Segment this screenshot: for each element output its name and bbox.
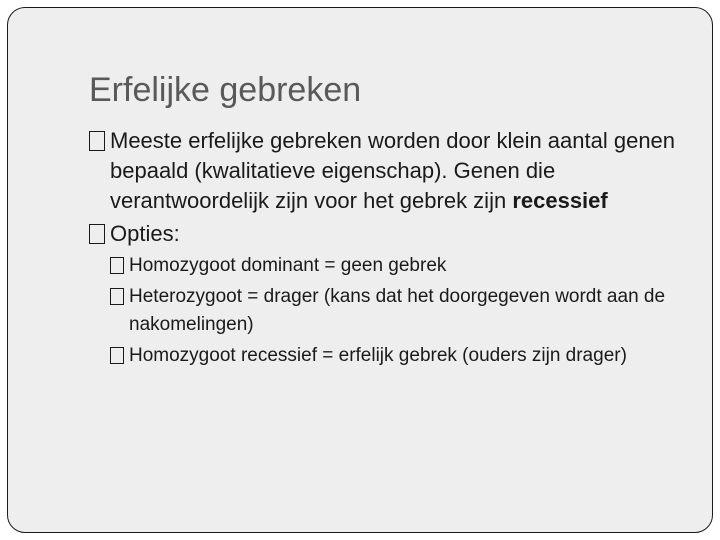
square-bullet-icon [89, 131, 105, 151]
square-bullet-icon [110, 347, 124, 364]
sub-bullet-item [110, 283, 709, 339]
sub-bullet-text: Heterozygoot = drager (kans dat het doorgegeven wordt aan de nakomelingen) [129, 286, 666, 335]
bullet-item [89, 126, 709, 216]
square-bullet-icon [110, 257, 124, 274]
sub-bullet-text: Homozygoot recessief = erfelijk gebrek (ouders zijn drager) [129, 345, 627, 366]
slide-title: Erfelijke gebreken [89, 71, 362, 109]
square-bullet-icon [110, 288, 124, 305]
square-bullet-icon [89, 224, 105, 244]
bullet-bold-text: recessief [512, 188, 608, 213]
bullet-text: Opties: [110, 221, 180, 246]
slide-body [89, 126, 709, 373]
slide [7, 7, 713, 533]
bullet-item [89, 219, 709, 249]
bullet-text: Meeste erfelijke gebreken worden door klein aantal genen bepaald (kwalitatieve eigenschap). Genen die verantwoordelijk zijn voor het gebrek zijn [110, 128, 676, 213]
sub-bullet-item [110, 252, 709, 280]
sub-bullet-item [110, 342, 709, 370]
sub-bullet-text: Homozygoot dominant = geen gebrek [129, 255, 447, 276]
